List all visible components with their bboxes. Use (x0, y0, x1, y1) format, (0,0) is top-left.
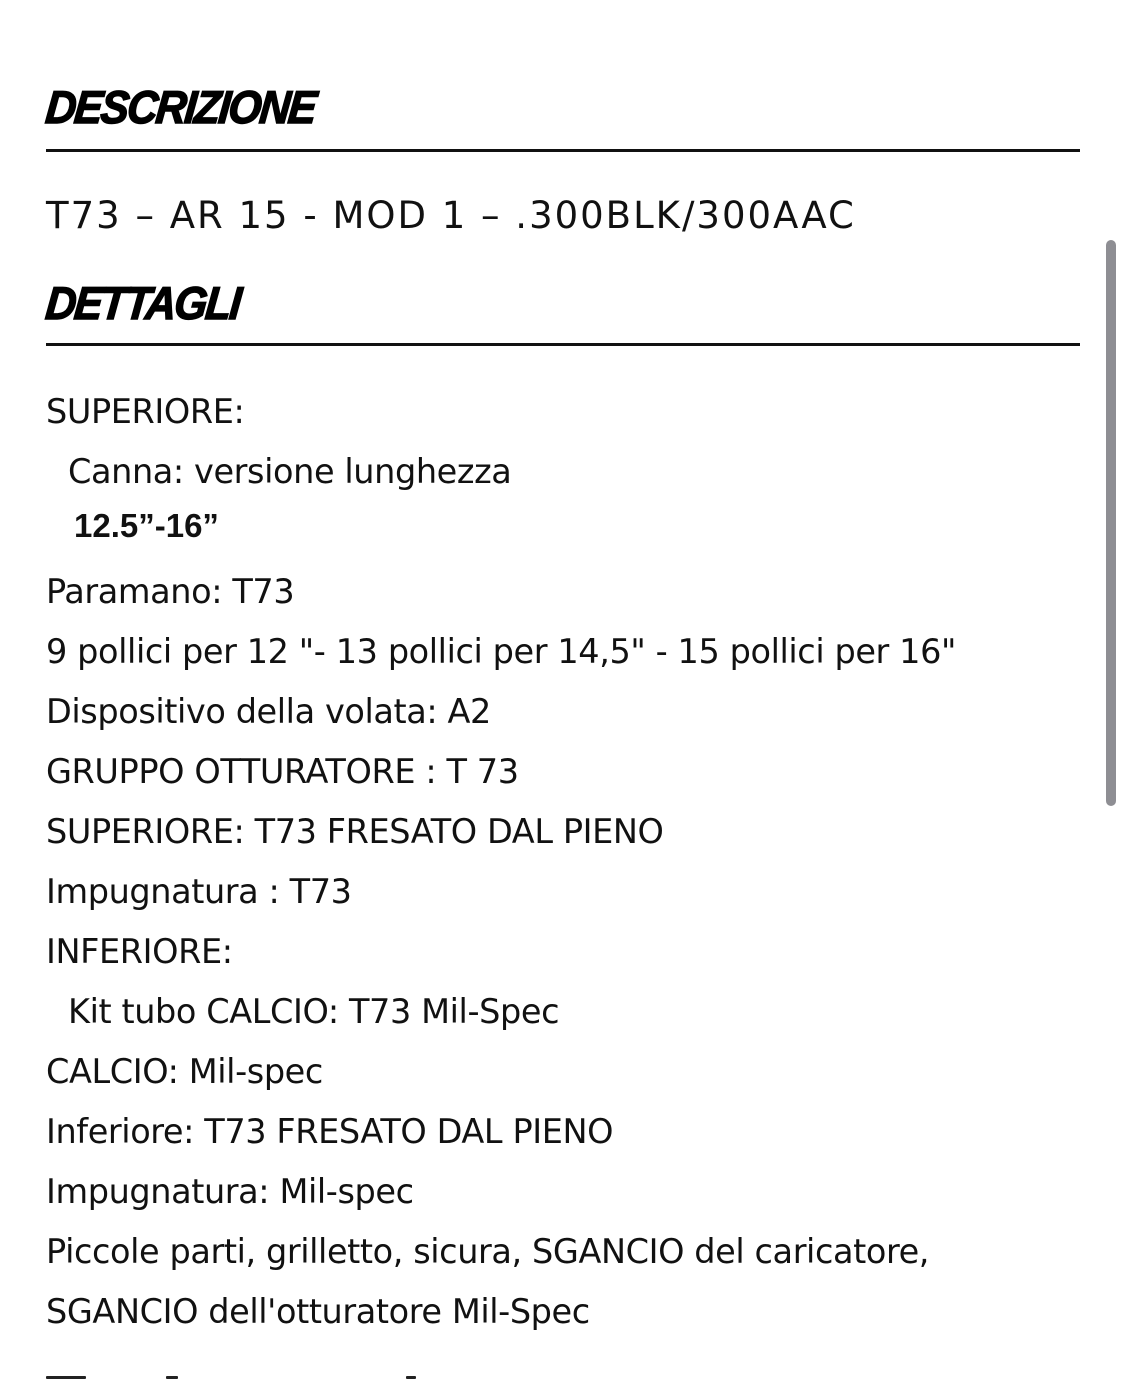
detail-line-lower-grip: Impugnatura: Mil-spec (46, 1172, 414, 1211)
detail-line-handguard-sizes: 9 pollici per 12 "- 13 pollici per 14,5" - 15 pollici per 16" (46, 632, 957, 671)
detail-line-small-parts: Piccole parti, grilletto, sicura, SGANCIO del caricatore, (46, 1232, 930, 1271)
vertical-scrollbar[interactable] (1106, 240, 1116, 806)
detail-line-barrel: Canna: versione lunghezza (68, 452, 512, 491)
details-list (46, 382, 1086, 1342)
product-name: T73 – AR 15 - MOD 1 – .300BLK/300AAC (46, 194, 856, 237)
detail-line-bolt-release: SGANCIO dell'otturatore Mil-Spec (46, 1292, 590, 1331)
description-heading: DESCRIZIONE (43, 81, 318, 133)
detail-line-muzzle-device: Dispositivo della volata: A2 (46, 692, 491, 731)
details-divider (46, 343, 1080, 346)
detail-line-stock: CALCIO: Mil-spec (46, 1052, 323, 1091)
cut-off-text-fragment (46, 1376, 446, 1385)
detail-line-lower-receiver: Inferiore: T73 FRESATO DAL PIENO (46, 1112, 614, 1151)
detail-line-upper-receiver: SUPERIORE: T73 FRESATO DAL PIENO (46, 812, 664, 851)
detail-line-upper-grip: Impugnatura : T73 (46, 872, 352, 911)
detail-line-handguard: Paramano: T73 (46, 572, 295, 611)
details-heading: DETTAGLI (43, 277, 243, 329)
detail-line-lower-header: INFERIORE: (46, 932, 233, 971)
detail-line-bolt-group: GRUPPO OTTURATORE : T 73 (46, 752, 519, 791)
description-divider (46, 149, 1080, 152)
detail-line-barrel-length: 12.5”-16” (74, 507, 219, 544)
detail-line-upper-header: SUPERIORE: (46, 392, 245, 431)
detail-line-buffer-tube-kit: Kit tubo CALCIO: T73 Mil-Spec (68, 992, 560, 1031)
